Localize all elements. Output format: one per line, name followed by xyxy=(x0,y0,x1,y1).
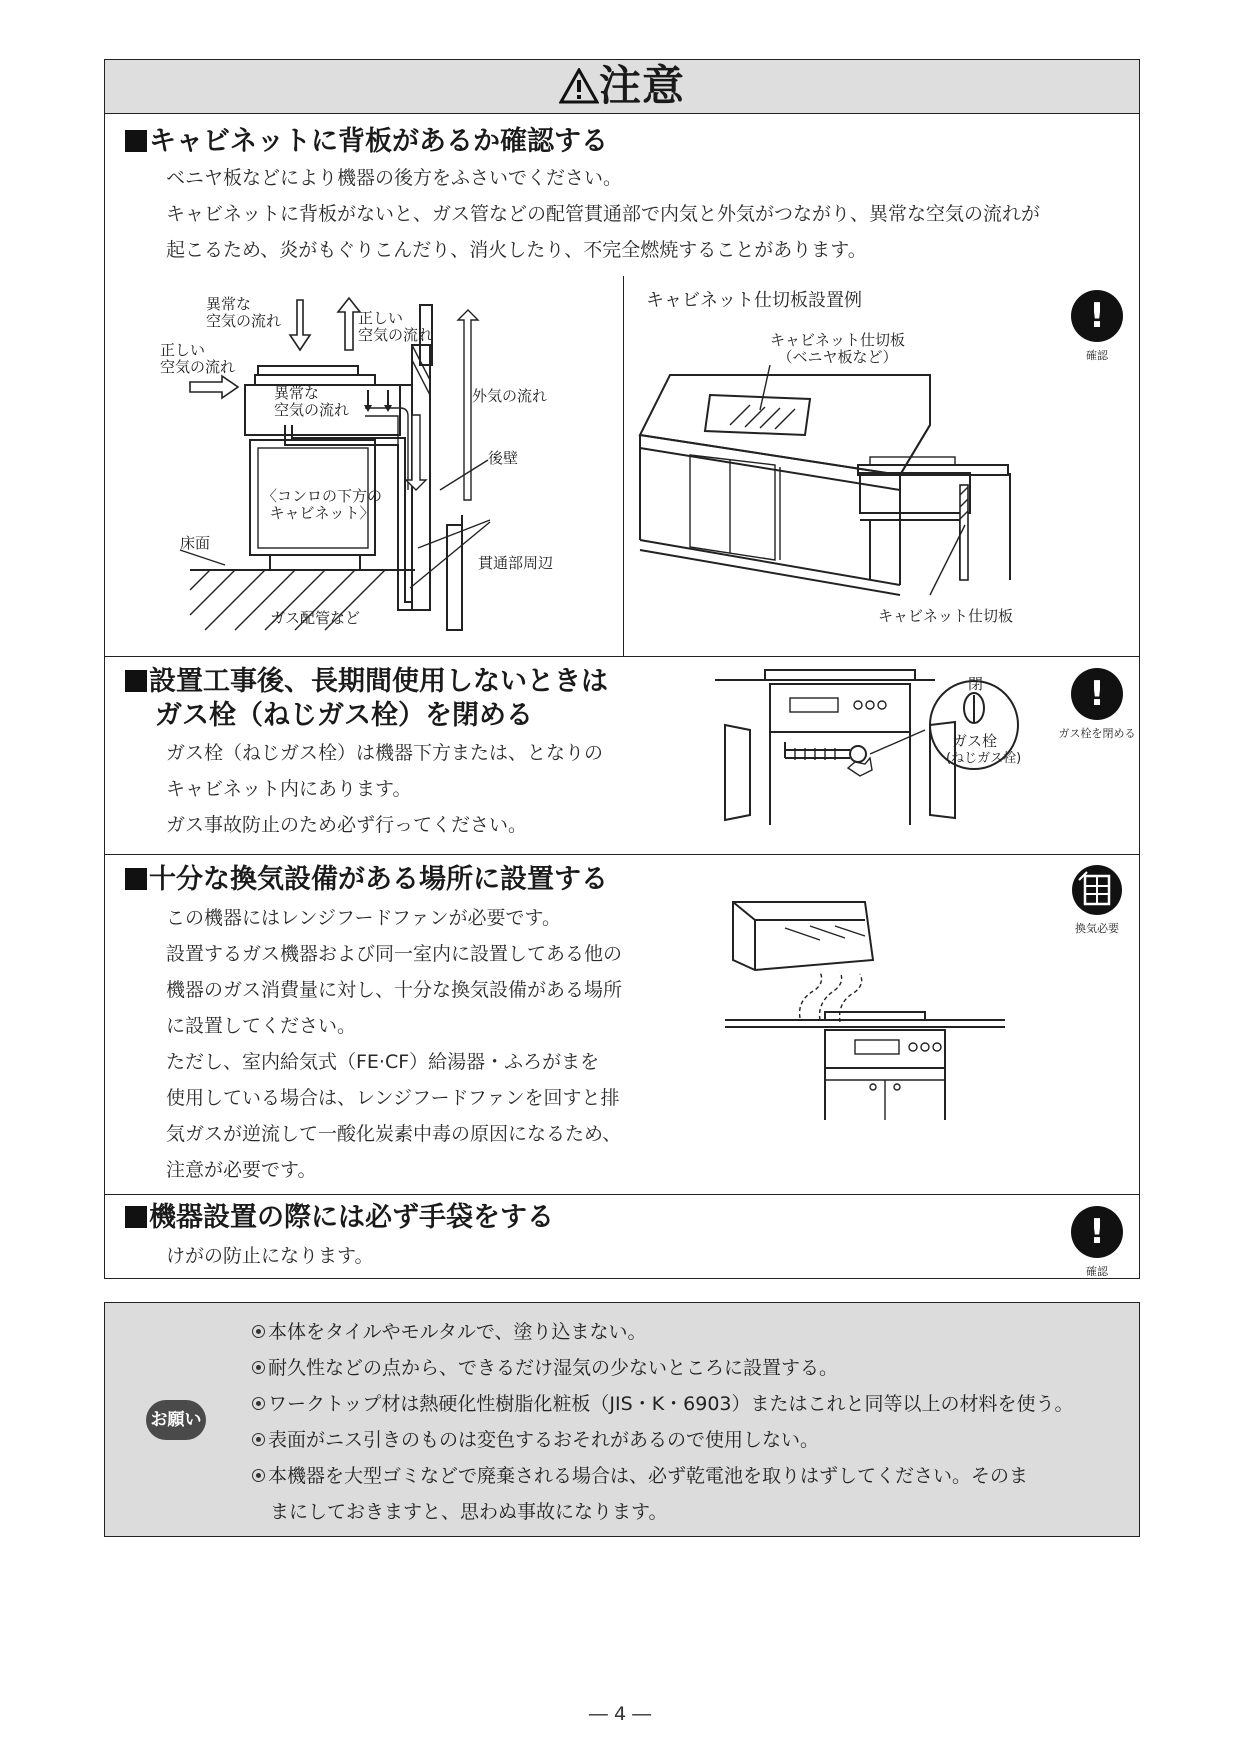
request-line-5: 本機器を大型ゴミなどで廃棄される場合は、必ず乾電池を取りはずしてください。そのま xyxy=(252,1464,1028,1488)
request-line-6: まにしておきますと、思わぬ事故になります。 xyxy=(270,1501,668,1523)
cabinet-partition-diagram xyxy=(630,355,1120,610)
ventilation-line-2: 設置するガス機器および同一室内に設置してある他の xyxy=(166,943,623,965)
icon-caption-ventilation: 換気必要 xyxy=(1075,922,1119,935)
caution-title-text: 注意 xyxy=(598,61,685,110)
backboard-line-1: ベニヤ板などにより機器の後方をふさいでください。 xyxy=(166,167,623,189)
ventilation-line-7: 気ガスが逆流して一酸化炭素中毒の原因になるため、 xyxy=(166,1123,622,1145)
label-valve-sub: (ねじガス栓) xyxy=(946,751,1022,766)
request-line-3: ワークトップ材は熱硬化性樹脂化粧板（JIS・K・6903）またはこれと同等以上の材料を使う。 xyxy=(252,1392,1074,1416)
warning-triangle-icon xyxy=(559,68,599,104)
gas-valve-line-2: キャビネット内にあります。 xyxy=(166,778,412,800)
gas-valve-line-1: ガス栓（ねじガス栓）は機器下方または、となりの xyxy=(166,742,604,764)
backboard-line-2: キャビネットに背板がないと、ガス管などの配管貫通部で内気と外気がつながり、異常な空気の流れが xyxy=(166,203,1041,225)
heading-square xyxy=(125,130,147,152)
heading-square xyxy=(125,1206,147,1228)
section-gas-valve-heading-2: ガス栓（ねじガス栓）を閉める xyxy=(155,700,533,731)
icon-caption-gas-valve: ガス栓を閉める xyxy=(1058,727,1136,740)
caution-title xyxy=(559,61,685,110)
request-line-2: 耐久性などの点から、できるだけ湿気の少ないところに設置する。 xyxy=(252,1356,838,1380)
divider-3 xyxy=(105,1194,1139,1195)
label-penetration: 貫通部周辺 xyxy=(478,554,554,572)
label-partition: キャビネット仕切板 （ベニヤ板など） xyxy=(770,331,906,366)
label-valve: ガス栓 xyxy=(952,732,998,750)
divider-1 xyxy=(105,656,1139,657)
exclamation-icon: ! xyxy=(1071,668,1123,720)
bullet-icon xyxy=(252,1325,265,1338)
label-abnormal-inner: 異常な 空気の流れ xyxy=(274,384,350,419)
bullet-icon xyxy=(252,1397,265,1410)
request-line-4: 表面がニス引きのものは変色するおそれがあるので使用しない。 xyxy=(252,1428,819,1452)
icon-caption-confirm: 確認 xyxy=(1086,349,1108,362)
request-line-1: 本体をタイルやモルタルで、塗り込まない。 xyxy=(252,1320,646,1344)
label-cabinet-below: 〈コンロの下方の キャビネット〉 xyxy=(262,487,383,522)
backboard-line-3: 起こるため、炎がもぐりこんだり、消火したり、不完全燃焼することがあります。 xyxy=(166,239,867,261)
exclamation-icon: ! xyxy=(1071,290,1123,342)
icon-caption-gloves: 確認 xyxy=(1086,1265,1108,1278)
ventilation-fan-icon xyxy=(1071,864,1123,916)
ventilation-line-6: 使用している場合は、レンジフードファンを回すと排 xyxy=(166,1087,620,1109)
ventilation-line-5: ただし、室内給気式（FE·CF）給湯器・ふろがまを xyxy=(166,1051,600,1073)
gloves-line-1: けがの防止になります。 xyxy=(166,1245,374,1267)
section-ventilation-heading: 十分な換気設備がある場所に設置する xyxy=(125,862,608,898)
label-correct-top: 正しい 空気の流れ xyxy=(358,309,434,344)
ventilation-line-3: 機器のガス消費量に対し、十分な換気設備がある場所 xyxy=(166,979,623,1001)
request-badge: お願い xyxy=(146,1400,206,1440)
diagram-divider xyxy=(623,276,624,656)
exclamation-icon: ! xyxy=(1071,1206,1123,1258)
label-correct-left: 正しい 空気の流れ xyxy=(160,341,236,376)
caution-title-bar xyxy=(105,60,1139,114)
bullet-icon xyxy=(252,1361,265,1374)
section-backboard-heading: キャビネットに背板があるか確認する xyxy=(125,124,608,160)
label-outside-flow: 外気の流れ xyxy=(472,387,548,405)
label-gas-pipe: ガス配管など xyxy=(270,609,361,627)
ventilation-line-8: 注意が必要です。 xyxy=(166,1159,317,1181)
heading-square xyxy=(125,670,147,692)
gas-valve-line-3: ガス事故防止のため必ず行ってください。 xyxy=(166,814,528,836)
section-gloves-heading: 機器設置の際には必ず手袋をする xyxy=(125,1200,554,1236)
label-partition-bottom: キャビネット仕切板 xyxy=(878,607,1014,625)
bullet-icon xyxy=(252,1469,265,1482)
diagram-right-title: キャビネット仕切板設置例 xyxy=(646,290,862,311)
label-abnormal-top: 異常な 空気の流れ xyxy=(206,295,282,330)
ventilation-line-4: に設置してください。 xyxy=(166,1015,357,1037)
section-gas-valve-heading: 設置工事後、長期間使用しないときは xyxy=(125,664,608,700)
page-number: ― 4 ― xyxy=(588,1703,652,1725)
range-hood-diagram xyxy=(725,890,1015,1130)
label-rear-wall: 後壁 xyxy=(488,449,519,467)
ventilation-line-1: この機器にはレンジフードファンが必要です。 xyxy=(166,907,562,929)
label-closed: 閉 xyxy=(968,675,984,693)
heading-square xyxy=(125,868,147,890)
label-floor: 床面 xyxy=(180,534,211,552)
divider-2 xyxy=(105,854,1139,855)
bullet-icon xyxy=(252,1433,265,1446)
